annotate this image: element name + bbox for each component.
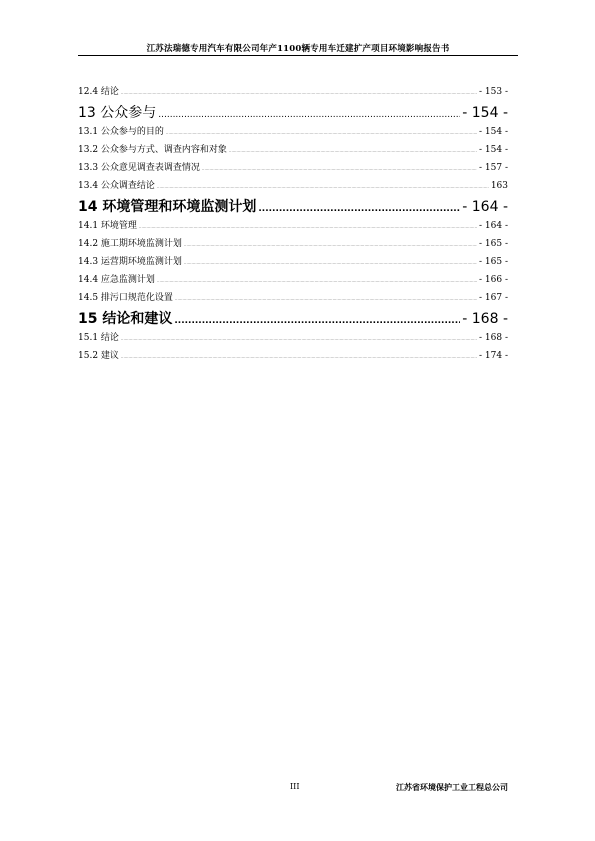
toc-dot-leader — [157, 184, 489, 189]
toc-chapter-14[interactable] — [78, 196, 508, 218]
toc-entry-label: 13.1 公众参与的目的 — [78, 127, 164, 137]
toc-entry-label: 14.2 施工期环境监测计划 — [78, 239, 182, 249]
table-of-contents — [78, 84, 508, 366]
toc-entry-label: 13.2 公众参与方式、调查内容和对象 — [78, 145, 227, 155]
toc-chapter-label: 13 公众参与 — [78, 105, 157, 121]
toc-entry-14-1[interactable] — [78, 218, 508, 236]
toc-dot-leader — [121, 336, 477, 341]
toc-entry-page: - 164 - — [479, 221, 508, 231]
toc-dot-leader — [184, 260, 477, 265]
toc-entry-page: - 165 - — [479, 239, 508, 249]
toc-entry-label: 14.4 应急监测计划 — [78, 275, 155, 285]
toc-entry-14-3[interactable] — [78, 254, 508, 272]
toc-dot-leader — [139, 224, 477, 229]
toc-chapter-15[interactable] — [78, 308, 508, 330]
toc-entry-label: 14.1 环境管理 — [78, 221, 137, 231]
document-header-title: 江苏法瑞德专用汽车有限公司年产1100辆专用车迁建扩产项目环境影响报告书 — [146, 44, 450, 54]
toc-dot-leader — [121, 90, 477, 95]
toc-entry-13-1[interactable] — [78, 124, 508, 142]
toc-entry-label: 14.3 运营期环境监测计划 — [78, 257, 182, 267]
toc-chapter-label: 15 结论和建议 — [78, 311, 173, 327]
toc-entry-page: - 166 - — [479, 275, 508, 285]
toc-chapter-page: - 168 - — [462, 311, 508, 327]
toc-entry-page: - 157 - — [479, 163, 508, 173]
toc-entry-page: - 154 - — [479, 127, 508, 137]
toc-entry-label: 12.4 结论 — [78, 87, 119, 97]
toc-entry-page: - 168 - — [479, 333, 508, 343]
toc-chapter-page: - 154 - — [462, 105, 508, 121]
toc-entry-13-4[interactable] — [78, 178, 508, 196]
toc-dot-leader — [258, 204, 460, 214]
toc-dot-leader — [157, 278, 477, 283]
toc-chapter-page: - 164 - — [462, 199, 508, 215]
toc-entry-15-1[interactable] — [78, 330, 508, 348]
toc-entry-page: 163 — [490, 181, 508, 191]
footer-organization: 江苏省环境保护工业工程总公司 — [396, 782, 508, 792]
toc-dot-leader — [166, 130, 477, 135]
toc-dot-leader — [121, 354, 477, 359]
toc-entry-12-4[interactable] — [78, 84, 508, 102]
toc-entry-label: 13.3 公众意见调查表调查情况 — [78, 163, 200, 173]
toc-entry-15-2[interactable] — [78, 348, 508, 366]
toc-entry-page: - 153 - — [479, 87, 508, 97]
toc-entry-label: 13.4 公众调查结论 — [78, 181, 155, 191]
toc-chapter-13[interactable] — [78, 102, 508, 124]
toc-entry-14-2[interactable] — [78, 236, 508, 254]
toc-entry-page: - 167 - — [479, 293, 508, 303]
toc-dot-leader — [175, 296, 477, 301]
toc-entry-13-2[interactable] — [78, 142, 508, 160]
toc-entry-label: 15.1 结论 — [78, 333, 119, 343]
toc-entry-page: - 154 - — [479, 145, 508, 155]
toc-entry-label: 15.2 建议 — [78, 351, 119, 361]
toc-dot-leader — [158, 110, 460, 120]
toc-dot-leader — [229, 148, 477, 153]
toc-entry-14-4[interactable] — [78, 272, 508, 290]
toc-dot-leader — [202, 166, 477, 171]
header-divider — [78, 55, 518, 56]
toc-entry-13-3[interactable] — [78, 160, 508, 178]
footer-page-number: III — [290, 782, 300, 791]
toc-entry-page: - 165 - — [479, 257, 508, 267]
toc-dot-leader — [184, 242, 477, 247]
toc-dot-leader — [174, 316, 460, 326]
toc-entry-page: - 174 - — [479, 351, 508, 361]
toc-chapter-label: 14 环境管理和环境监测计划 — [78, 199, 257, 215]
toc-entry-label: 14.5 排污口规范化设置 — [78, 293, 173, 303]
toc-entry-14-5[interactable] — [78, 290, 508, 308]
